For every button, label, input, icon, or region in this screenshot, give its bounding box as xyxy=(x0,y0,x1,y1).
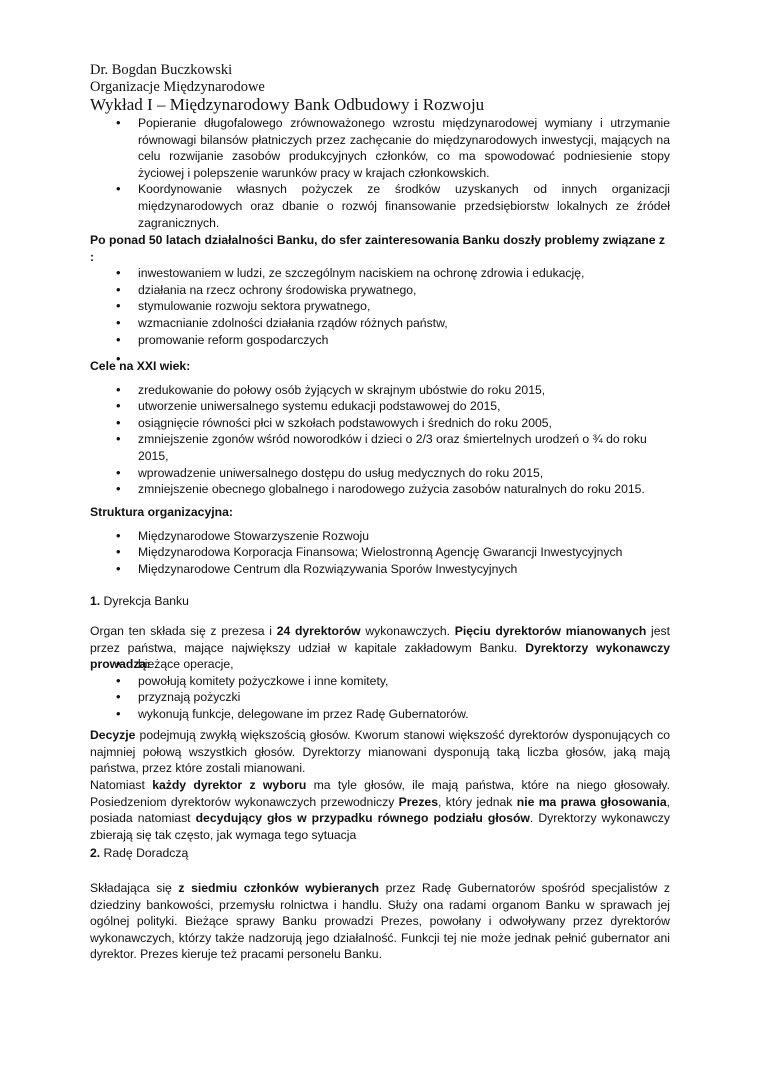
structure-section xyxy=(90,504,670,577)
list-item: • utworzenie uniwersalnego systemu edukacji podstawowej do 2015, xyxy=(90,398,670,415)
list-item: • bieżące operacje, xyxy=(90,656,670,673)
text: jest przez państwa, mające największy udział w kapitale zakładowym Banku. xyxy=(90,624,670,655)
text: Natomiast xyxy=(90,778,153,792)
author: Dr. Bogdan Buczkowski xyxy=(90,62,233,78)
directors-duties-list xyxy=(90,656,670,722)
century-goals-list xyxy=(90,382,670,498)
text: Składająca się xyxy=(90,881,179,895)
list-item: • Koordynowanie własnych pożyczek ze środków uzyskanych od innych organizacji międzynarodowych oraz dbanie o rozwój finansowanie przedsiębiorstw lokalnych ze źródeł zagranicznych. xyxy=(90,181,670,231)
section-heading: Struktura organizacyjna: xyxy=(90,505,233,519)
list-item: • wykonują funkcje, delegowane im przez Radę Gubernatorów. xyxy=(90,706,670,723)
lecture-title: Wykład I – Międzynarodowy Bank Odbudowy i Rozwoju xyxy=(90,95,485,114)
section-1-paragraph-3 xyxy=(90,777,670,843)
list-item: • Międzynarodowe Stowarzyszenie Rozwoju xyxy=(90,528,670,545)
problems-list xyxy=(90,265,670,367)
bold-text: Dyrektorzy wykonawczy prowadzą: xyxy=(90,640,670,672)
course-title: Organizacje Międzynarodowe xyxy=(90,78,265,95)
list-item: • powołują komitety pożyczkowe i inne komitety, xyxy=(90,673,670,690)
section-title: Dyrekcja Banku xyxy=(100,594,189,608)
goals-list xyxy=(90,115,670,231)
text: . Dyrektorzy wykonawczy zbierają się tak często, jak wymaga tego sytuacja xyxy=(90,811,670,842)
text: wykonawczych. xyxy=(360,624,455,638)
bold-text: Prezes xyxy=(398,794,438,809)
text: , który jednak xyxy=(437,794,517,809)
section-1-heading xyxy=(90,593,670,610)
bold-text: nie ma prawa głosowania xyxy=(516,794,667,809)
bold-text: z siedmiu członków wybieranych xyxy=(178,881,380,895)
century-goals-section xyxy=(90,358,670,498)
list-item: • promowanie reform gospodarczych xyxy=(90,332,670,349)
text: przez Radę Gubernatorów spośród specjalistów z dziedziny bankowości, przemysłu rolnictwa i handlu. Służy ona radami organom Banku w sprawach jej ogólnej polityki. Bieżące sprawy Banku prowadzi Prezes, powołany i odwoływany przez dyrektorów wykonawczych, którzy także nadzorują jego działalność. Funkcji tej nie może jednak pełnić gubernator ani dyrektor. Prezes kieruje też pracami personelu Banku. xyxy=(90,881,670,962)
section-title: Radę Doradczą xyxy=(100,846,189,860)
section-number: 2. xyxy=(90,846,101,860)
list-item: • zredukowanie do połowy osób żyjących w skrajnym ubóstwie do roku 2015, xyxy=(90,382,670,399)
problems-section xyxy=(90,232,670,367)
text: ma tyle głosów, ile mają państwa, które na niego głosowały. Posiedzeniom dyrektorów wykonawczych przewodniczy xyxy=(90,778,671,809)
section-2-heading xyxy=(90,845,670,862)
list-item: • Międzynarodowe Centrum dla Rozwiązywania Sporów Inwestycyjnych xyxy=(90,561,670,578)
section-1-paragraph-2 xyxy=(90,727,670,777)
bold-text: Pięciu dyrektorów mianowanych xyxy=(454,624,647,638)
text: podejmują zwykłą większością głosów. Kworum stanowi większość dyrektorów dysponujących co najmniej połową wszystkich głosów. Dyrektorzy mianowani dysponują taką liczba głosów, jaką mają państwa, przez które zostali mianowani. xyxy=(90,728,670,776)
section-2-paragraph xyxy=(90,880,670,963)
bold-text: decydujący głos w przypadku równego podziału głosów xyxy=(195,811,530,826)
list-item: • wprowadzenie uniwersalnego dostępu do usług medycznych do roku 2015, xyxy=(90,465,670,482)
text: Organ ten składa się z prezesa i xyxy=(90,624,277,638)
section-number: 1. xyxy=(90,594,101,608)
list-item: • przyznają pożyczki xyxy=(90,689,670,706)
bold-text: Decyzje xyxy=(90,728,136,742)
text: , posiada natomiast xyxy=(90,794,670,826)
list-item: • Międzynarodowa Korporacja Finansowa; Wielostronną Agencję Gwarancji Inwestycyjnych xyxy=(90,544,670,561)
document-header xyxy=(90,62,670,114)
list-item: • osiągnięcie równości płci w szkołach podstawowych i średnich do roku 2005, xyxy=(90,415,670,432)
bold-text: każdy dyrektor z wyboru xyxy=(152,778,307,792)
list-item: • inwestowaniem w ludzi, ze szczególnym naciskiem na ochronę zdrowia i edukację, xyxy=(90,265,670,282)
section-heading: Po ponad 50 latach działalności Banku, do sfer zainteresowania Banku doszły problemy związane z : xyxy=(90,233,665,264)
structure-list xyxy=(90,528,670,578)
list-item: • stymulowanie rozwoju sektora prywatnego, xyxy=(90,298,670,315)
section-heading: Cele na XXI wiek: xyxy=(90,359,191,373)
bold-text: 24 dyrektorów xyxy=(276,624,361,638)
list-item: • działania na rzecz ochrony środowiska prywatnego, xyxy=(90,282,670,299)
list-item: • wzmacnianie zdolności działania rządów różnych państw, xyxy=(90,315,670,332)
list-item: • zmniejszenie zgonów wśród noworodków i dzieci o 2/3 oraz śmiertelnych urodzeń o ¾ do roku 2015, xyxy=(90,431,670,464)
list-item: • zmniejszenie obecnego globalnego i narodowego zużycia zasobów naturalnych do roku 2015. xyxy=(90,481,670,498)
list-item: • Popieranie długofalowego zrównoważonego wzrostu międzynarodowej wymiany i utrzymanie równowagi bilansów płatniczych przez zachęcanie do międzynarodowych inwestycji, mających na celu rozwijanie zasobów produkcyjnych członków, co ma spowodować podniesienie stopy życiowej i polepszenie warunków pracy w krajach członkowskich. xyxy=(90,115,670,181)
